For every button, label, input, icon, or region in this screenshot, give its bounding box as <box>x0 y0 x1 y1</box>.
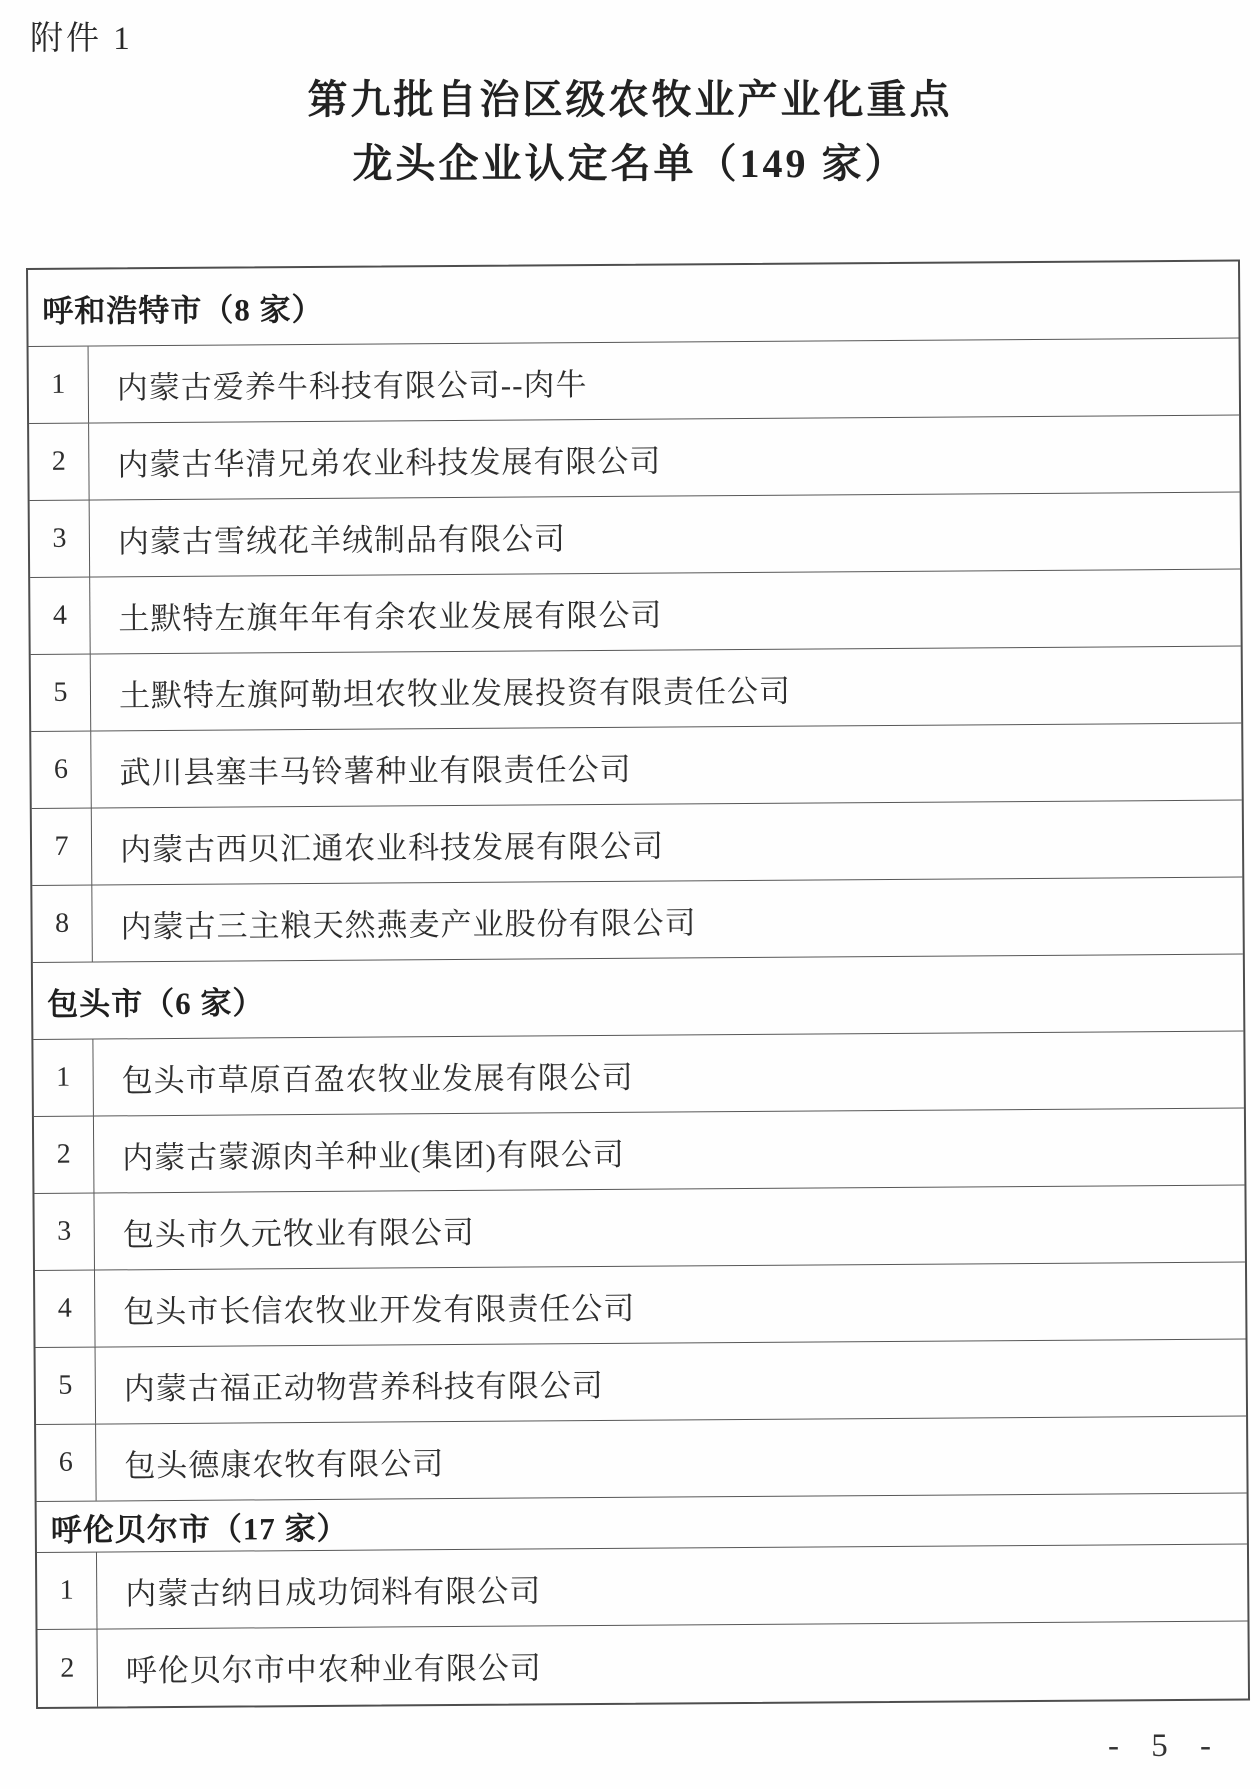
company-name: 土默特左旗年年有余农业发展有限公司 <box>118 597 663 636</box>
attachment-label: 附件 1 <box>30 21 133 57</box>
table-row <box>32 878 1243 963</box>
table-section <box>28 262 1243 963</box>
document-title <box>0 68 1260 196</box>
company-name: 包头市久元牧业有限公司 <box>122 1214 475 1252</box>
company-name: 内蒙古爱养牛科技有限公司--肉牛 <box>116 366 588 405</box>
row-number: 2 <box>38 1630 99 1707</box>
table-row <box>29 339 1240 424</box>
table-row <box>36 1417 1247 1502</box>
table-row <box>33 1032 1244 1117</box>
row-number: 1 <box>29 347 90 423</box>
table-row <box>31 647 1242 732</box>
table-row <box>37 1545 1248 1630</box>
section-header: 呼和浩特市（8 家） <box>28 262 1239 347</box>
row-number: 6 <box>31 732 92 808</box>
table-row <box>35 1263 1246 1348</box>
row-number: 5 <box>36 1348 97 1424</box>
row-number: 6 <box>36 1425 97 1501</box>
company-name: 武川县塞丰马铃薯种业有限责任公司 <box>119 751 632 790</box>
table-row <box>30 493 1241 578</box>
table-row <box>30 570 1241 655</box>
company-name: 内蒙古福正动物营养科技有限公司 <box>123 1367 604 1406</box>
company-name: 呼伦贝尔市中农种业有限公司 <box>125 1650 542 1689</box>
row-number: 2 <box>34 1117 95 1193</box>
section-header: 包头市（6 家） <box>33 955 1244 1040</box>
table-row <box>34 1109 1245 1194</box>
page-number: - 5 - <box>1108 1728 1223 1764</box>
company-name: 内蒙古蒙源肉羊种业(集团)有限公司 <box>122 1136 625 1175</box>
company-name: 土默特左旗阿勒坦农牧业发展投资有限责任公司 <box>118 673 792 713</box>
company-name: 包头市草原百盈农牧业发展有限公司 <box>121 1059 634 1098</box>
company-name: 内蒙古华清兄弟农业科技发展有限公司 <box>117 443 662 482</box>
table-row <box>32 801 1243 886</box>
table-row <box>38 1622 1249 1707</box>
companies-table <box>26 260 1250 1709</box>
company-name: 内蒙古三主粮天然燕麦产业股份有限公司 <box>120 904 697 944</box>
row-number: 3 <box>34 1194 95 1270</box>
table-row <box>36 1340 1247 1425</box>
row-number: 3 <box>30 501 91 577</box>
table-row <box>34 1186 1245 1271</box>
row-number: 5 <box>31 655 92 731</box>
table-section <box>37 1494 1248 1707</box>
section-header: 呼伦贝尔市（17 家） <box>37 1494 1247 1553</box>
document-title-line1: 第九批自治区级农牧业产业化重点 <box>307 77 953 122</box>
row-number: 1 <box>37 1553 98 1629</box>
company-name: 内蒙古纳日成功饲料有限公司 <box>125 1572 542 1611</box>
row-number: 2 <box>29 424 90 500</box>
row-number: 4 <box>30 578 91 654</box>
company-name: 内蒙古西贝汇通农业科技发展有限公司 <box>119 828 665 867</box>
table-row <box>29 416 1240 501</box>
company-name: 包头市长信农牧业开发有限责任公司 <box>123 1290 636 1329</box>
row-number: 7 <box>32 809 93 885</box>
document-title-line2: 龙头企业认定名单（149 家） <box>352 141 908 186</box>
company-name: 内蒙古雪绒花羊绒制品有限公司 <box>117 520 567 559</box>
row-number: 1 <box>33 1040 94 1116</box>
table-section <box>33 955 1247 1502</box>
row-number: 4 <box>35 1271 96 1347</box>
company-name: 包头德康农牧有限公司 <box>124 1445 445 1483</box>
row-number: 8 <box>32 886 93 962</box>
table-row <box>31 724 1242 809</box>
